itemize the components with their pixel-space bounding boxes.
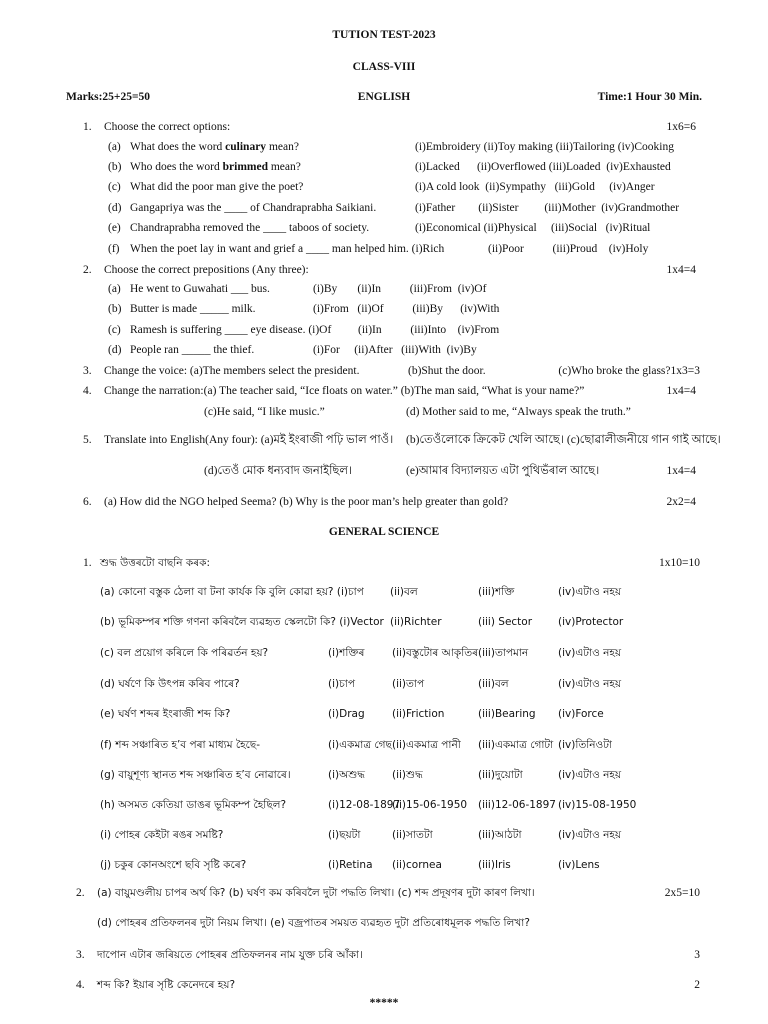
sci-item-question: (g) বায়ুশূণ্য স্থানত শব্দ সঞ্চাৰিত হ’ব নোৱাৰে। bbox=[100, 769, 291, 781]
q3-number: 3. bbox=[83, 365, 92, 377]
q1-item-question bbox=[130, 180, 303, 194]
sci-q4-marks: 2 bbox=[694, 979, 700, 991]
sci-item-option: (iii)12-06-1897 bbox=[478, 799, 556, 811]
sci-item-option: (iv)Force bbox=[558, 708, 604, 720]
sci-q4-text: শব্দ কি? ইয়াৰ সৃষ্টি কেনেদৰে হয়? bbox=[97, 979, 236, 991]
sci-q4-number: 4. bbox=[76, 979, 85, 991]
question-text: mean? bbox=[267, 161, 301, 173]
q5-part-b-c: (b)তেওঁলোকে ক্রিকেট খেলি আছে। (c)ছোৱালীজনীয়ে গান গাই আছে। bbox=[406, 434, 721, 446]
sci-item-option: (iv)এটাও নহয় bbox=[558, 829, 622, 841]
sci-item-option: (i)Drag bbox=[328, 708, 365, 720]
q1-item-options: (i)Embroidery (ii)Toy making (iii)Tailoring (iv)Cooking bbox=[415, 141, 675, 153]
sci-item-option: (iv)এটাও নহয় bbox=[558, 678, 622, 690]
sci-item-option: (iv)Protector bbox=[558, 616, 624, 628]
q1-item-label: (d) bbox=[108, 202, 122, 214]
sci-item-question: (b) ভূমিকম্পৰ শক্তি গণনা কৰিবলৈ ব্যৱহৃত স্কেলটো কি? (i)Vector bbox=[100, 616, 384, 628]
sci-q2-marks: 2x5=10 bbox=[664, 887, 700, 899]
end-stars: ***** bbox=[369, 997, 399, 1009]
sci-item-option: (iii)দুয়োটা bbox=[478, 769, 523, 781]
sci-item-option: (iv)Lens bbox=[558, 859, 600, 871]
sci-item-question: (i) পোহৰ কেইটা ৰঙৰ সমষ্টি? bbox=[100, 829, 224, 841]
q3-part-b: (b)Shut the door. bbox=[408, 365, 486, 377]
q2-item-options: (i)For (ii)After (iii)With (iv)By bbox=[313, 344, 477, 356]
sci-item-option: (i)12-08-1897 bbox=[328, 799, 401, 811]
q4-number: 4. bbox=[83, 385, 92, 397]
sci-item-option: (i)শক্তিৰ bbox=[328, 647, 365, 659]
q1-item-label: (a) bbox=[108, 141, 121, 153]
q2-item-question: Ramesh is suffering ____ eye disease. (i)Of bbox=[130, 324, 332, 336]
sci-item-question: (f) শব্দ সঞ্চাৰিত হ’ব পৰা মাধ্যম হৈছে- bbox=[100, 739, 261, 751]
q1-item-label: (e) bbox=[108, 222, 121, 234]
question-text: What did the poor man give the poet? bbox=[130, 181, 304, 193]
sci-item-option: (iv)এটাও নহয় bbox=[558, 586, 622, 598]
question-text: Chandraprabha removed the ____ taboos of society. bbox=[130, 222, 370, 234]
sci-item-option: (ii)বল bbox=[390, 586, 418, 598]
sci-item-option: (iii)Iris bbox=[478, 859, 511, 871]
test-title: TUTION TEST-2023 bbox=[332, 29, 436, 41]
sci-item-option: (i)অশুদ্ধ bbox=[328, 769, 365, 781]
q1-item-question bbox=[130, 221, 369, 235]
sci-item-question: (j) চকুৰ কোনঅংশে ছবি সৃষ্টি কৰে? bbox=[100, 859, 247, 871]
sci-item-option: (ii)বস্তুটোৰ আকৃতিৰ bbox=[392, 647, 479, 659]
sci-q2-line1: (a) বায়ুমণ্ডলীয় চাপৰ অৰ্থ কি? (b) ঘৰ্ষণ কম কৰিবলৈ দুটা পদ্ধতি লিখা। (c) শব্দ প্ৰদূষণৰ দুটা কাৰণ লিখা। bbox=[97, 887, 535, 899]
question-text: Gangapriya was the ____ of Chandraprabha Saikiani. bbox=[130, 202, 377, 214]
q4-part-d: (d) Mother said to me, “Always speak the truth.” bbox=[406, 406, 631, 418]
q4-part-a: Change the narration:(a) The teacher said, “Ice floats on water.” (b)The man said, “What is your name?” bbox=[104, 385, 585, 397]
q2-item-options: (i)By (ii)In (iii)From (iv)Of bbox=[313, 283, 487, 295]
sci-item-option: (ii)শুদ্ধ bbox=[392, 769, 423, 781]
q1-item-options: (i)A cold look (ii)Sympathy (iii)Gold (iv)Anger bbox=[415, 181, 655, 193]
question-text: Who does the word bbox=[130, 161, 223, 173]
sci-item-question: (d) ঘৰ্ষণে কি উৎপন্ন কৰিব পাৰে? bbox=[100, 678, 240, 690]
q1-item-label: (c) bbox=[108, 181, 121, 193]
subject-label: ENGLISH bbox=[357, 91, 411, 103]
sci-item-option: (ii)তাপ bbox=[392, 678, 425, 690]
q1-number: 1. bbox=[83, 121, 92, 133]
question-text: mean? bbox=[266, 141, 299, 153]
q2-item-question: He went to Guwahati ___ bus. bbox=[130, 283, 270, 295]
sci-item-option: (ii)15-06-1950 bbox=[392, 799, 468, 811]
science-heading: GENERAL SCIENCE bbox=[328, 526, 440, 538]
sci-item-question: (a) কোনো বস্তুক ঠেলা বা টনা কাৰ্যক কি বুলি কোৱা হয়? (i)চাপ bbox=[100, 586, 364, 598]
q5-number: 5. bbox=[83, 434, 92, 446]
marks-label: Marks:25+25=50 bbox=[66, 91, 151, 103]
class-label: CLASS-VIII bbox=[352, 61, 416, 73]
q1-item-options: (ii)Poor (iii)Proud (iv)Holy bbox=[488, 243, 649, 255]
q6-marks: 2x2=4 bbox=[666, 496, 696, 508]
sci-q3-number: 3. bbox=[76, 949, 85, 961]
time-label: Time:1 Hour 30 Min. bbox=[597, 91, 702, 103]
q2-item-label: (b) bbox=[108, 303, 122, 315]
q5-part-d: (d)তেওঁ মোক ধন্যবাদ জনাইছিল। bbox=[204, 465, 353, 477]
question-text: When the poet lay in want and grief a ____ man helped him. (i)Rich bbox=[130, 243, 445, 255]
sci-q3-marks: 3 bbox=[694, 949, 700, 961]
q1-marks: 1x6=6 bbox=[666, 121, 696, 133]
q1-text: Choose the correct options: bbox=[104, 121, 231, 133]
q5-part-a: Translate into English(Any four): (a)মই ইংৰাজী পঢ়ি ভাল পাওঁ। bbox=[104, 434, 394, 446]
q1-item-options: (i)Economical (ii)Physical (iii)Social (iv)Ritual bbox=[415, 222, 651, 234]
q2-item-options: (ii)In (iii)Into (iv)From bbox=[358, 324, 500, 336]
sci-item-option: (ii)সাতটা bbox=[392, 829, 433, 841]
sci-item-option: (iv)15-08-1950 bbox=[558, 799, 637, 811]
q2-item-label: (a) bbox=[108, 283, 121, 295]
q2-text: Choose the correct prepositions (Any three): bbox=[104, 264, 309, 276]
sci-item-option: (iii)শক্তি bbox=[478, 586, 515, 598]
sci-item-option: (i)Retina bbox=[328, 859, 373, 871]
sci-item-option: (iii)Bearing bbox=[478, 708, 536, 720]
question-keyword: brimmed bbox=[222, 161, 268, 173]
q4-part-c: (c)He said, “I like music.” bbox=[204, 406, 325, 418]
sci-item-option: (ii)Friction bbox=[392, 708, 445, 720]
q1-item-options: (i)Lacked (ii)Overflowed (iii)Loaded (iv)Exhausted bbox=[415, 161, 671, 173]
q6-number: 6. bbox=[83, 496, 92, 508]
q5-part-e: (e)আমাৰ বিদ্যালয়ত এটা পুথিভঁৰাল আছে। bbox=[406, 465, 600, 477]
sci-item-option: (iii)একমাত্র গোটা bbox=[478, 739, 554, 751]
sci-item-option: (ii)Richter bbox=[390, 616, 442, 628]
q1-item-question bbox=[130, 242, 444, 256]
q2-marks: 1x4=4 bbox=[666, 264, 696, 276]
sci-item-option: (iv)এটাও নহয় bbox=[558, 769, 622, 781]
q1-item-question bbox=[130, 140, 299, 154]
q2-item-label: (d) bbox=[108, 344, 122, 356]
q3-part-a: Change the voice: (a)The members select the president. bbox=[104, 365, 360, 377]
q1-item-question bbox=[130, 201, 376, 215]
q2-item-question: Butter is made _____ milk. bbox=[130, 303, 256, 315]
sci-item-option: (i)ছয়টা bbox=[328, 829, 361, 841]
q2-item-label: (c) bbox=[108, 324, 121, 336]
sci-q1-text: শুদ্ধ উত্তৰটো বাছনি কৰক: bbox=[100, 557, 211, 569]
question-keyword: culinary bbox=[225, 141, 267, 153]
sci-item-option: (iii)তাপমান bbox=[478, 647, 529, 659]
sci-item-option: (iv)এটাও নহয় bbox=[558, 647, 622, 659]
q1-item-options: (i)Father (ii)Sister (iii)Mother (iv)Grandmother bbox=[415, 202, 680, 214]
sci-item-option: (iii)আঠটা bbox=[478, 829, 522, 841]
sci-item-option: (ii)cornea bbox=[392, 859, 442, 871]
q4-marks: 1x4=4 bbox=[666, 385, 696, 397]
sci-q2-number: 2. bbox=[76, 887, 85, 899]
sci-item-option: (i)একমাত্র গেছ bbox=[328, 739, 392, 751]
sci-item-option: (iii) Sector bbox=[478, 616, 533, 628]
sci-item-option: (iv)তিনিওটা bbox=[558, 739, 612, 751]
sci-item-question: (c) বল প্ৰয়োগ কৰিলে কি পৰিৱৰ্তন হয়? bbox=[100, 647, 269, 659]
sci-item-option: (i)চাপ bbox=[328, 678, 355, 690]
q3-part-c: (c)Who broke the glass?1x3=3 bbox=[558, 365, 700, 377]
q2-item-question: People ran _____ the thief. bbox=[130, 344, 255, 356]
q2-number: 2. bbox=[83, 264, 92, 276]
sci-item-question: (h) অসমত কেতিয়া ডাঙৰ ভূমিকম্প হৈছিল? bbox=[100, 799, 287, 811]
sci-item-option: (ii)একমাত্র পানী bbox=[392, 739, 461, 751]
sci-q1-number: 1. bbox=[83, 557, 92, 569]
sci-q1-marks: 1x10=10 bbox=[659, 557, 700, 569]
q1-item-label: (f) bbox=[108, 243, 120, 255]
question-text: What does the word bbox=[130, 141, 226, 153]
q2-item-options: (i)From (ii)Of (iii)By (iv)With bbox=[313, 303, 500, 315]
q6-text: (a) How did the NGO helped Seema? (b) Why is the poor man’s help greater than gold? bbox=[104, 496, 509, 508]
sci-q2-line2: (d) পোহৰৰ প্ৰতিফলনৰ দুটা নিয়ম লিখা। (e) বজ্ৰপাতৰ সময়ত ব্যৱহৃত দুটা প্ৰতিৰোধমূলক পদ্ধতি লিখা? bbox=[97, 917, 530, 929]
sci-item-option: (iii)বল bbox=[478, 678, 509, 690]
q5-marks: 1x4=4 bbox=[666, 465, 696, 477]
q1-item-label: (b) bbox=[108, 161, 122, 173]
q1-item-question bbox=[130, 160, 301, 174]
sci-q3-text: দাপোন এটাৰ জৰিয়তে পোহৰৰ প্ৰতিফলনৰ নাম যুক্ত চৰি আঁকা। bbox=[97, 949, 363, 961]
sci-item-question: (e) ঘৰ্ষণ শব্দৰ ইংৰাজী শব্দ কি? bbox=[100, 708, 231, 720]
